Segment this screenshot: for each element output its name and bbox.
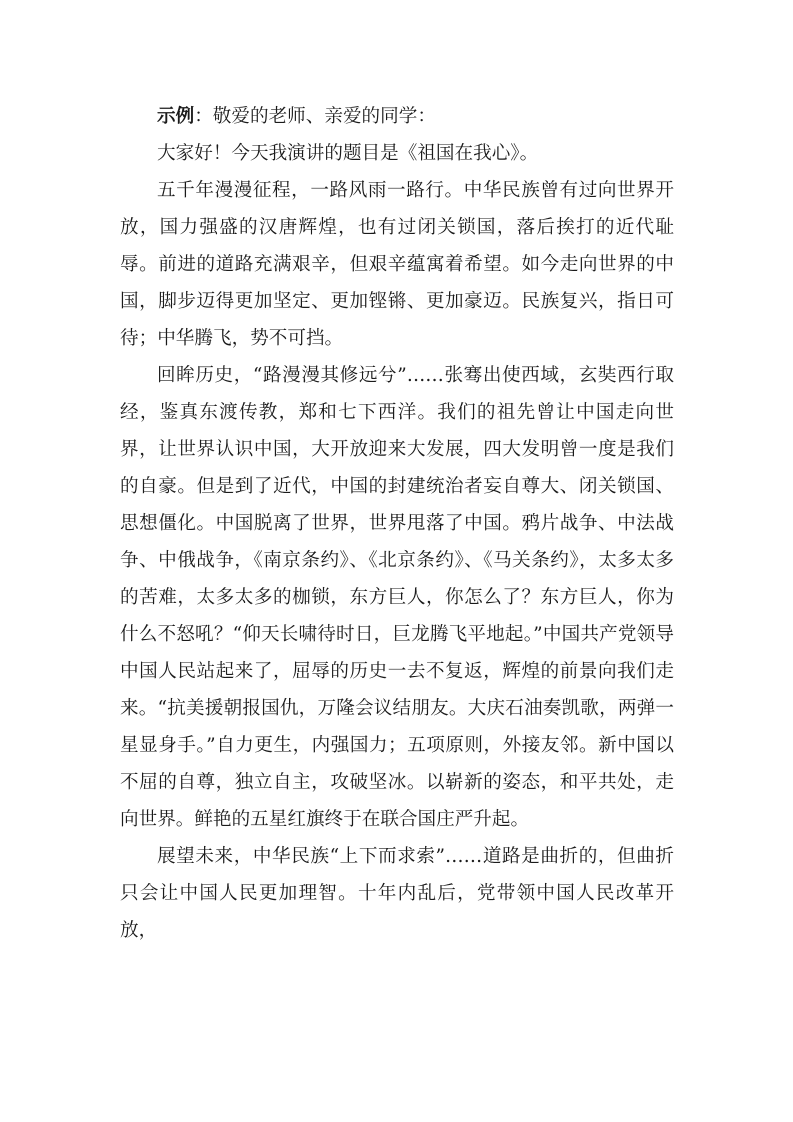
body-paragraph-1: 五千年漫漫征程，一路风雨一路行。中华民族曾有过向世界开放，国力强盛的汉唐辉煌，也有过闭关锁国，落后挨打的近代耻辱。前进的道路充满艰辛，但艰辛蕴寓着希望。如今走向世界的中国，脚步迈得更加坚定、更加铿锵、更加豪迈。民族复兴，指日可待；中华腾飞，势不可挡。 — [120, 180, 674, 349]
salutation-line — [120, 98, 674, 135]
body-paragraph-3: 展望未来，中华民族“上下而求索”……道路是曲折的，但曲折只会让中国人民更加理智。十年内乱后，党带领中国人民改革开放， — [120, 846, 674, 941]
example-label: 示例 — [157, 106, 195, 127]
salutation-text: ：敬爱的老师、亲爱的同学： — [194, 106, 436, 127]
document-page — [120, 98, 674, 949]
body-paragraph-2: 回眸历史，“路漫漫其修远兮”……张骞出使西域，玄奘西行取经，鉴真东渡传教，郑和七下西洋。我们的祖先曾让中国走向世界，让世界认识中国，大开放迎来大发展，四大发明曾一度是我们的自豪。但是到了近代，中国的封建统治者妄自尊大、闭关锁国、思想僵化。中国脱离了世界，世界甩落了中国。鸦片战争、中法战争、中俄战争，《南京条约》、《北京条约》、《马关条约》，太多太多的苦难，太多太多的枷锁，东方巨人，你怎么了？东方巨人，你为什么不怒吼？“仰天长啸待时日，巨龙腾飞平地起。”中国共产党领导中国人民站起来了，屈辱的历史一去不复返，辉煌的前景向我们走来。“抗美援朝报国仇，万隆会议结朋友。大庆石油奏凯歌，两弹一星显身手。”自力更生，内强国力；五项原则，外接友邻。新中国以不屈的自尊，独立自主，攻破坚冰。以崭新的姿态，和平共处，走向世界。鲜艳的五星红旗终于在联合国庄严升起。 — [120, 365, 674, 830]
greeting-paragraph: 大家好！今天我演讲的题目是《祖国在我心》。 — [157, 143, 539, 164]
